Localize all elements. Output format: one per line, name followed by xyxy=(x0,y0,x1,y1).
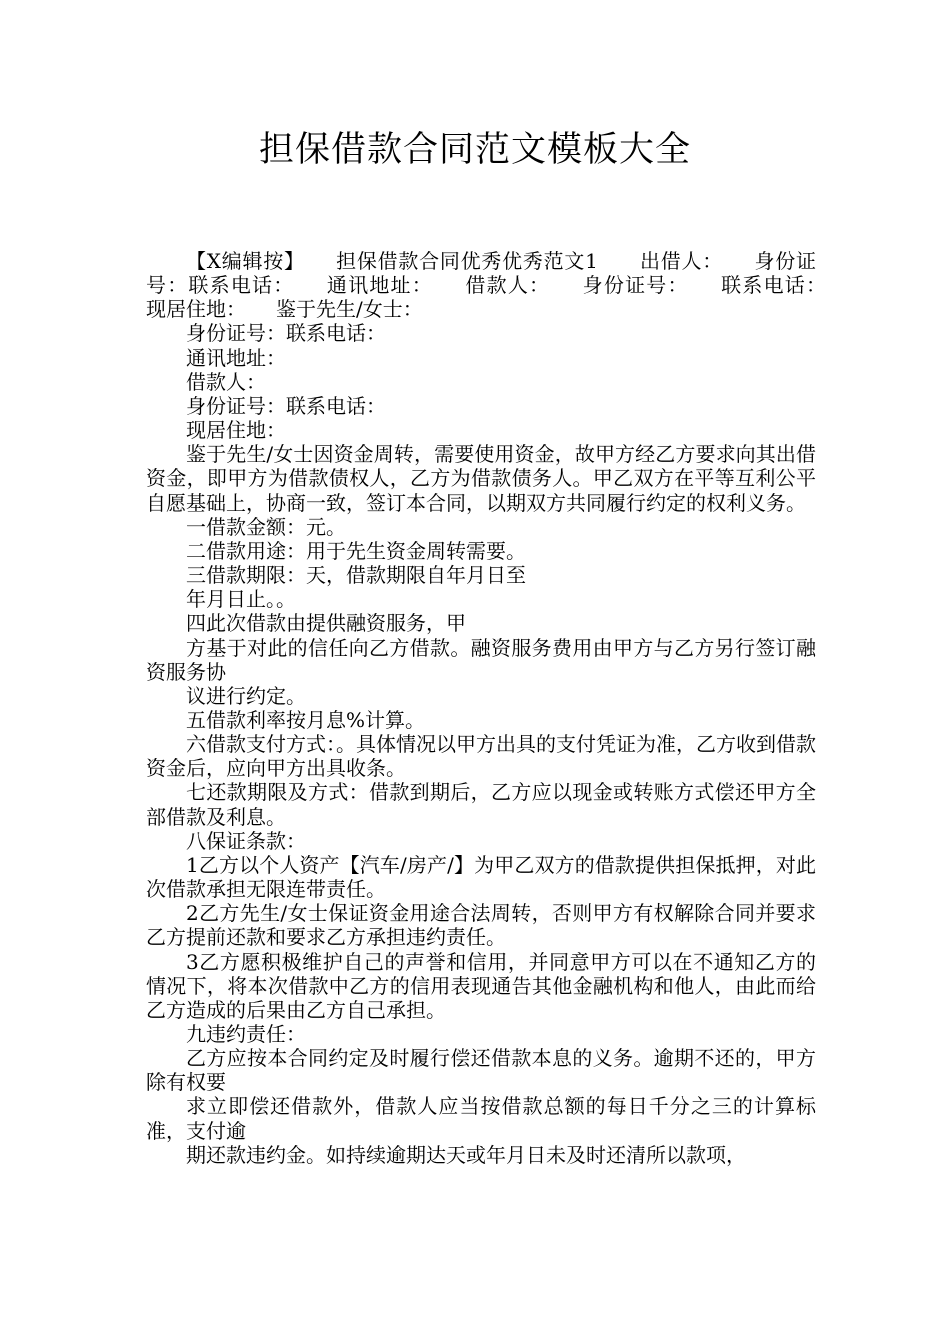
paragraph: 四此次借款由提供融资服务，甲 xyxy=(186,611,466,636)
paragraph: 一借款金额：元。 xyxy=(186,514,346,539)
paragraph: 【X编辑按】 担保借款合同优秀优秀范文1 出借人： 身份证号：联系电话： 通讯地址： 借款人： 身份证号： 联系电话： 现居住地： 鉴于先生/女士： xyxy=(146,249,856,322)
paragraph: 通讯地址： xyxy=(186,345,286,370)
paragraph: 三借款期限：天，借款期限自年月日至 xyxy=(186,563,526,588)
paragraph: 期还款违约金。如持续逾期达天或年月日未及时还清所以款项， xyxy=(186,1142,746,1167)
paragraph: 九违约责任： xyxy=(186,1022,306,1046)
paragraph: 1乙方以个人资产【汽车/房产/】为甲乙双方的借款提供担保抵押，对此次借款承担无限连带责任。 xyxy=(146,852,816,902)
paragraph: 乙方应按本合同约定及时履行偿还借款本息的义务。逾期不还的，甲方除有权要 xyxy=(146,1046,816,1095)
document-title: 担保借款合同范文模板大全 xyxy=(258,130,691,170)
paragraph: 求立即偿还借款外，借款人应当按借款总额的每日千分之三的计算标准，支付逾 xyxy=(146,1094,816,1143)
paragraph: 年月日止。。 xyxy=(186,587,296,612)
paragraph: 身份证号：联系电话： xyxy=(186,393,386,418)
paragraph: 二借款用途：用于先生资金周转需要。 xyxy=(186,538,526,563)
paragraph: 五借款利率按月息%计算。 xyxy=(186,707,426,732)
paragraph: 2乙方先生/女士保证资金用途合法周转，否则甲方有权解除合同并要求乙方提前还款和要求乙方承担违约责任。 xyxy=(146,901,816,950)
paragraph: 方基于对此的信任向乙方借款。融资服务费用由甲方与乙方另行签订融资服务协 xyxy=(146,635,816,684)
paragraph: 3乙方愿积极维护自己的声誉和信用，并同意甲方可以在不通知乙方的情况下，将本次借款中乙方的信用表现通告其他金融机构和他人，由此而给乙方造成的后果由乙方自己承担。 xyxy=(146,949,816,1022)
paragraph: 议进行约定。 xyxy=(186,683,306,708)
paragraph: 八保证条款： xyxy=(186,828,306,853)
paragraph: 借款人： xyxy=(186,369,266,394)
paragraph: 身份证号：联系电话： xyxy=(186,321,386,346)
paragraph: 六借款支付方式：。具体情况以甲方出具的支付凭证为准，乙方收到借款资金后，应向甲方出具收条。 xyxy=(146,732,816,781)
document-body xyxy=(146,249,856,1167)
paragraph: 现居住地： xyxy=(186,418,286,443)
paragraph: 七还款期限及方式：借款到期后，乙方应以现金或转账方式偿还甲方全部借款及利息。 xyxy=(146,780,816,829)
paragraph: 鉴于先生/女士因资金周转，需要使用资金，故甲方经乙方要求向其出借资金，即甲方为借款债权人，乙方为借款债务人。甲乙双方在平等互利公平自愿基础上，协商一致，签订本合同，以期双方共同履行约定的权利义务。 xyxy=(146,442,816,515)
